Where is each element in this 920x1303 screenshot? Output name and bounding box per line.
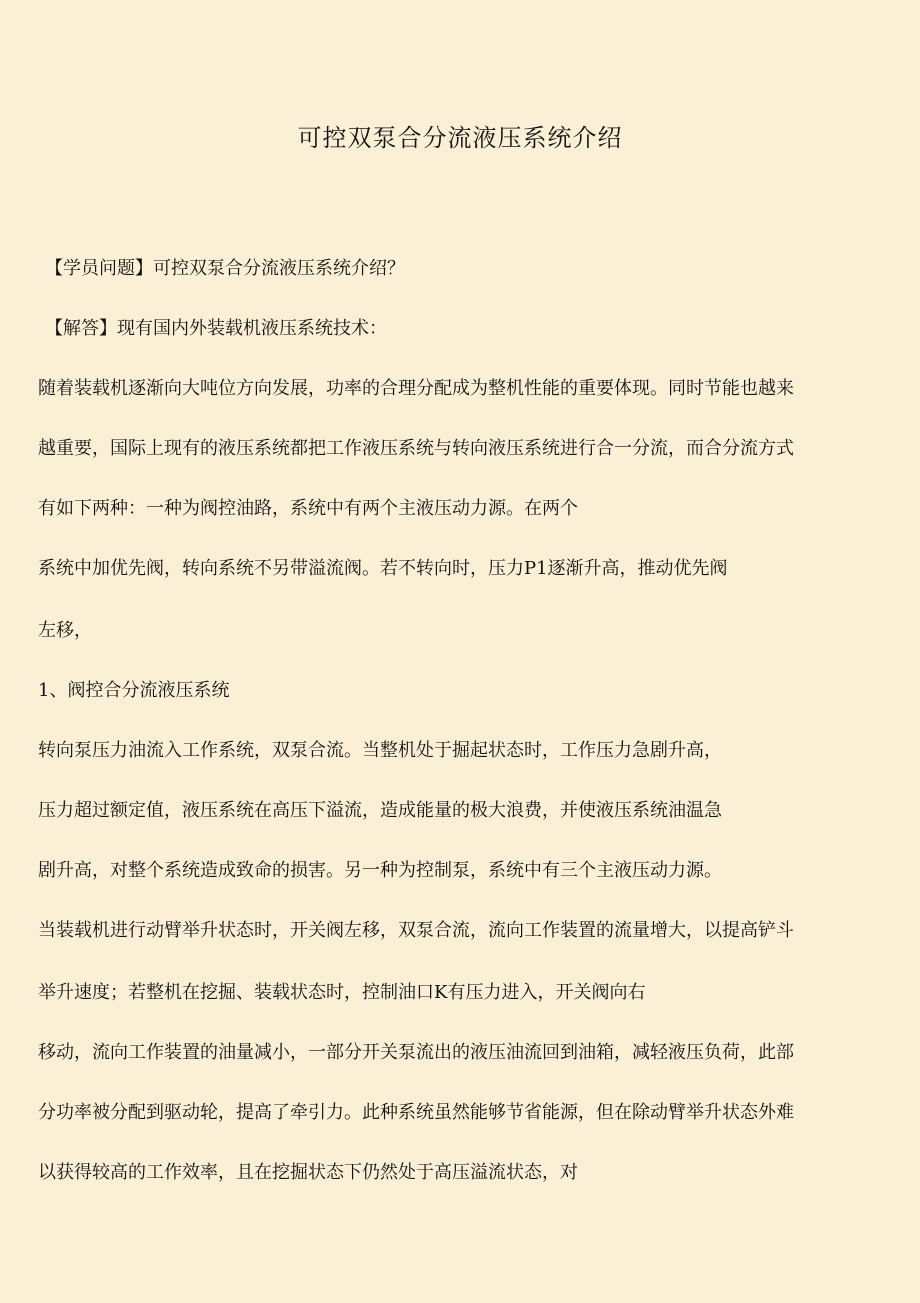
paragraph-line: 系统中加优先阀，转向系统不另带溢流阀。若不转向时，压力P1逐渐升高，推动优先阀 xyxy=(38,558,728,579)
section-heading: 1、阀控合分流液压系统 xyxy=(38,680,230,701)
paragraph-line: 移动，流向工作装置的油量减小，一部分开关泵流出的液压油流回到油箱，减轻液压负荷，此部 xyxy=(38,1042,794,1063)
paragraph-line: 左移， xyxy=(38,620,92,641)
question-line: 【学员问题】可控双泵合分流液压系统介绍？ xyxy=(45,258,405,279)
paragraph-line: 分功率被分配到驱动轮，提高了牵引力。此种系统虽然能够节省能源，但在除动臂举升状态外难 xyxy=(38,1102,794,1123)
paragraph-line: 以获得较高的工作效率，且在挖掘状态下仍然处于高压溢流状态，对 xyxy=(38,1162,578,1183)
paragraph-line: 剧升高，对整个系统造成致命的损害。另一种为控制泵，系统中有三个主液压动力源。 xyxy=(38,860,722,881)
paragraph-line: 转向泵压力油流入工作系统，双泵合流。当整机处于掘起状态时，工作压力急剧升高， xyxy=(38,740,722,761)
paragraph-line: 随着装载机逐渐向大吨位方向发展，功率的合理分配成为整机性能的重要体现。同时节能也越来 xyxy=(38,378,794,399)
paragraph-line: 有如下两种：一种为阀控油路，系统中有两个主液压动力源。在两个 xyxy=(38,498,578,519)
document-title: 可控双泵合分流液压系统介绍 xyxy=(297,124,623,152)
paragraph-line: 举升速度；若整机在挖掘、装载状态时，控制油口K有压力进入，开关阀向右 xyxy=(38,982,646,1003)
paragraph-line: 当装载机进行动臂举升状态时，开关阀左移，双泵合流，流向工作装置的流量增大，以提高铲斗 xyxy=(38,920,794,941)
paragraph-line: 压力超过额定值，液压系统在高压下溢流，造成能量的极大浪费，并使液压系统油温急 xyxy=(38,800,722,821)
paragraph-line: 越重要，国际上现有的液压系统都把工作液压系统与转向液压系统进行合一分流，而合分流方式 xyxy=(38,438,794,459)
answer-line: 【解答】现有国内外装载机液压系统技术： xyxy=(45,318,387,339)
